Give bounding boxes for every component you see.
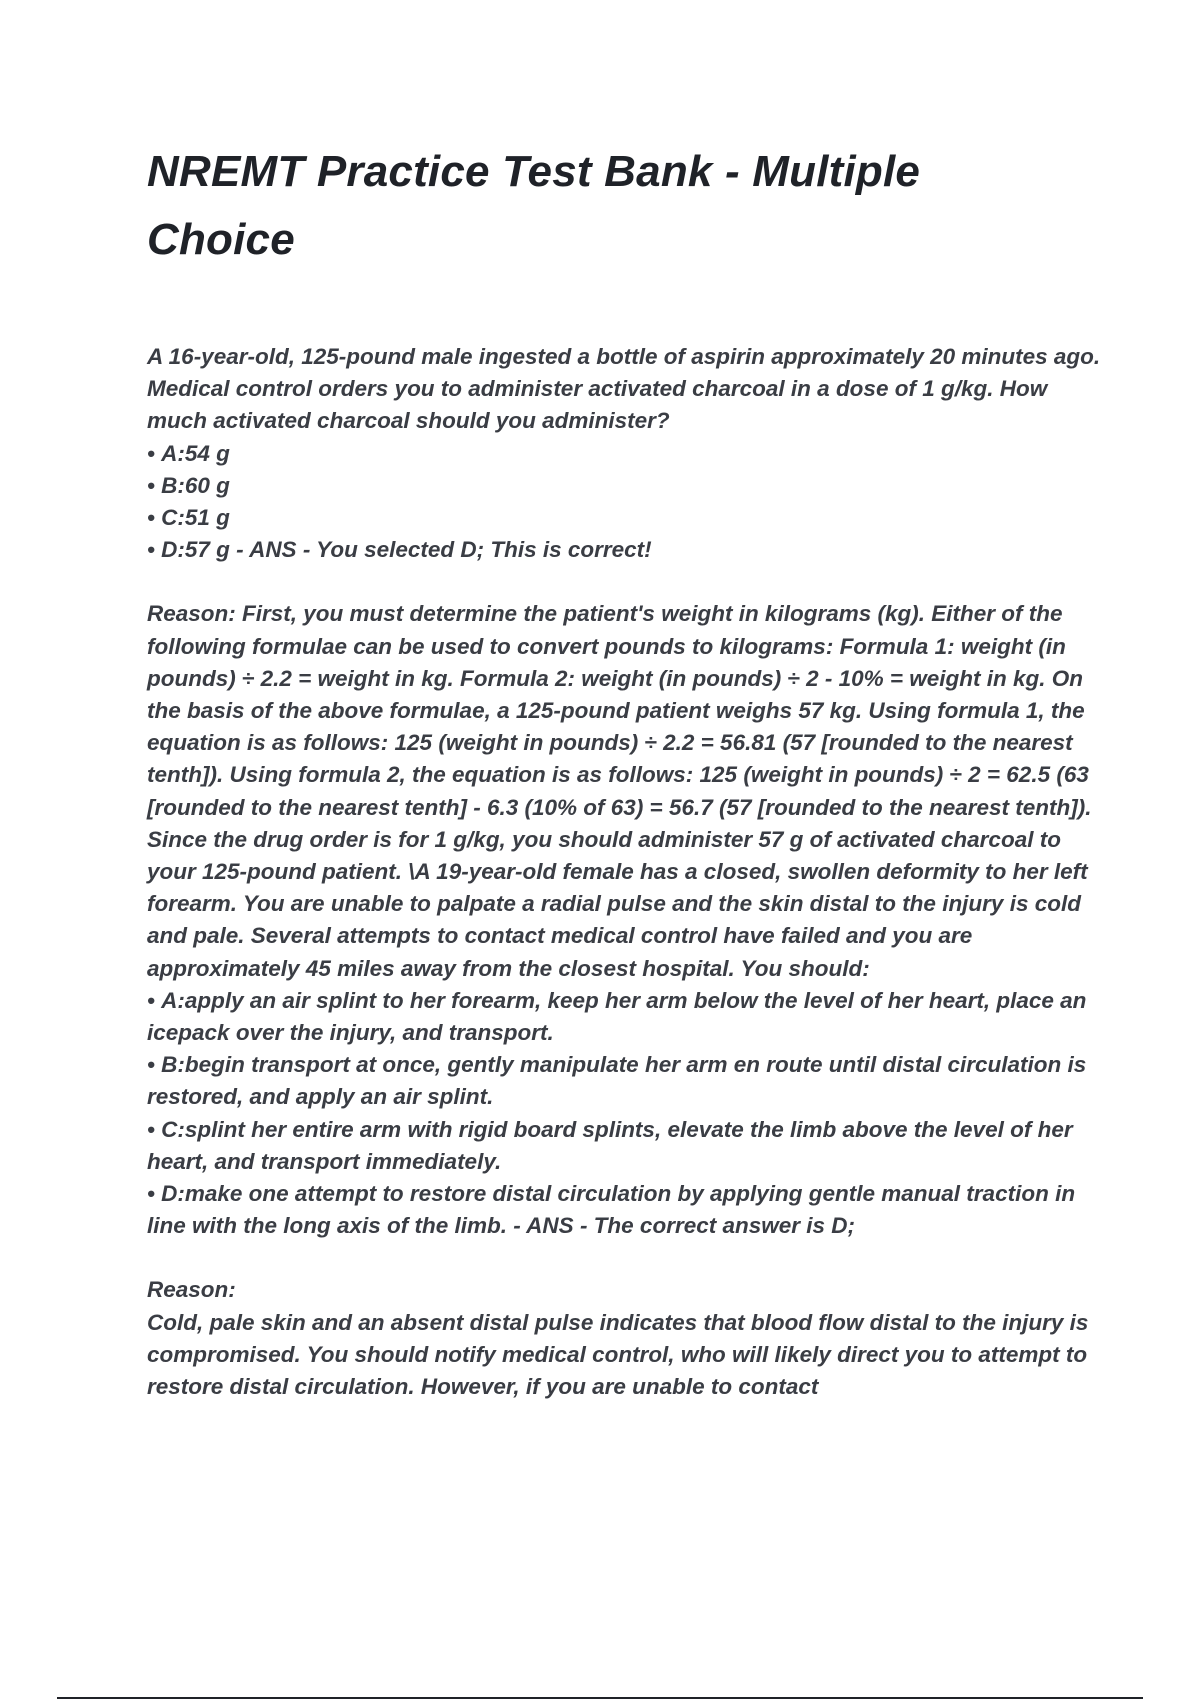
question-2-reason: Cold, pale skin and an absent distal pulse indicates that blood flow distal to the injury is compromised. You should notify medical control, who will likely direct you to attempt to restore distal circulation. However, if you are unable to contact [147,1309,1089,1400]
question-1-option-d: • D:57 g - ANS - You selected D; This is correct! [147,534,1107,566]
question-1-reason: Reason: First, you must determine the patient's weight in kilograms (kg). Either of the following formulae can be used to convert pounds to kilograms: Formula 1: weight (in pounds) ÷ 2.2 = weight in kg. Formula 2: weight (in pounds) ÷ 2 - 10% = weight in kg. On the basis of the above formulae, a 125-pound patient weighs 57 kg. Using formula 1, the equation is as follows: 125 (weight in pounds) ÷ 2.2 = 56.81 (57 [rounded to the nearest tenth]). Using formula 2, the equation is as follows: 125 (weight in pounds) ÷ 2 = 62.5 (63 [rounded to the nearest tenth] - 6.3 (10% of 63) = 56.7 (57 [rounded to the nearest tenth]). Since the drug order is for 1 g/kg, you should administer 57 g of activated charcoal to your 125-pound patient. \A 19-year-old female has a closed, swollen deformity to her left forearm. You are unable to palpate a radial pulse and the skin distal to the injury is cold and pale. Several attempts to contact medical control have failed and you are approximately 45 miles away from the closest hospital. You should: [147,601,1092,981]
question-2-reason-label: Reason: [147,1277,236,1303]
footer-divider [57,1697,1143,1699]
document-body [147,341,1107,1403]
question-2-option-a: • A:apply an air splint to her forearm, keep her arm below the level of her heart, place an icepack over the injury, and transport. [147,985,1107,1049]
page-title: NREMT Practice Test Bank - Multiple Choice [147,147,921,264]
paragraph-spacer [147,1242,1107,1274]
question-2-option-d: • D:make one attempt to restore distal circulation by applying gentle manual traction in line with the long axis of the limb. - ANS - The correct answer is D; [147,1178,1107,1242]
question-2-option-b: • B:begin transport at once, gently manipulate her arm en route until distal circulation is restored, and apply an air splint. [147,1049,1107,1113]
paragraph-spacer [147,566,1107,598]
question-1-option-c: • C:51 g [147,502,1107,534]
question-2-option-c: • C:splint her entire arm with rigid board splints, elevate the limb above the level of her heart, and transport immediately. [147,1114,1107,1178]
question-1-option-b: • B:60 g [147,470,1107,502]
question-1-text: A 16-year-old, 125-pound male ingested a bottle of aspirin approximately 20 minutes ago. Medical control orders you to administer activated charcoal in a dose of 1 g/kg. How much activated charcoal should you administer? [147,344,1101,434]
question-1-option-a: • A:54 g [147,438,1107,470]
